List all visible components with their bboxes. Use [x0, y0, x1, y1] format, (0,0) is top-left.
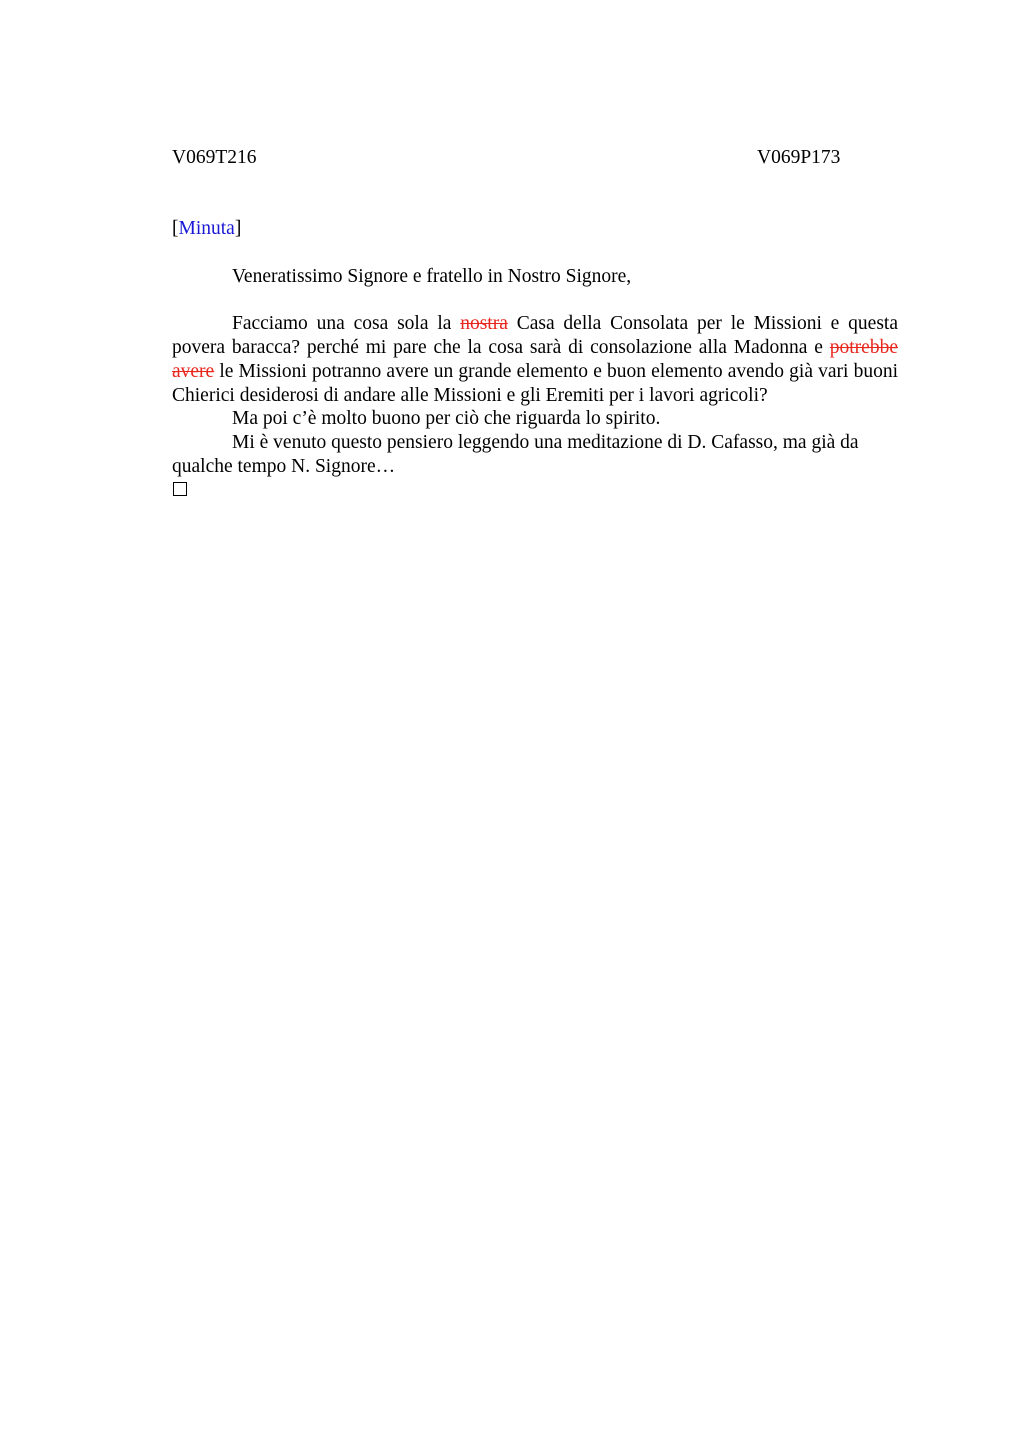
document-code-right: V069P173	[757, 147, 841, 168]
paragraph-1-text-a: Facciamo una cosa sola la	[232, 313, 461, 335]
paragraph-1-text-c: le Missioni potranno avere un grande elemento e buon elemento avendo già vari buoni Chierici desiderosi di andare alle Missioni e gli Eremiti per i lavori agricoli?	[172, 360, 898, 406]
close-bracket: ]	[234, 218, 242, 239]
square-outline-icon	[173, 482, 187, 496]
deleted-words-potrebbe-avere: potrebbe avere	[172, 337, 898, 382]
paragraph-3: Mi è venuto questo pensiero leggendo una meditazione di D. Cafasso, ma già da qualche tempo N. Signore…	[172, 431, 859, 477]
deleted-word-nostra: nostra	[460, 313, 508, 335]
minuta-text: Minuta	[178, 218, 235, 239]
paragraph-2: Ma poi c’è molto buono per ciò che riguarda lo spirito.	[232, 408, 661, 430]
paragraph-1	[172, 312, 898, 407]
letter-body	[172, 265, 898, 496]
open-bracket: [	[172, 218, 179, 239]
salutation: Veneratissimo Signore e fratello in Nostro Signore,	[232, 266, 632, 287]
paragraph-1-text-b: Casa della Consolata per le Missioni e questa povera baracca? perché mi pare che la cosa sarà di consolazione alla Madonna e	[172, 313, 898, 359]
minuta-label	[172, 217, 241, 241]
document-code-left: V069T216	[172, 147, 257, 168]
